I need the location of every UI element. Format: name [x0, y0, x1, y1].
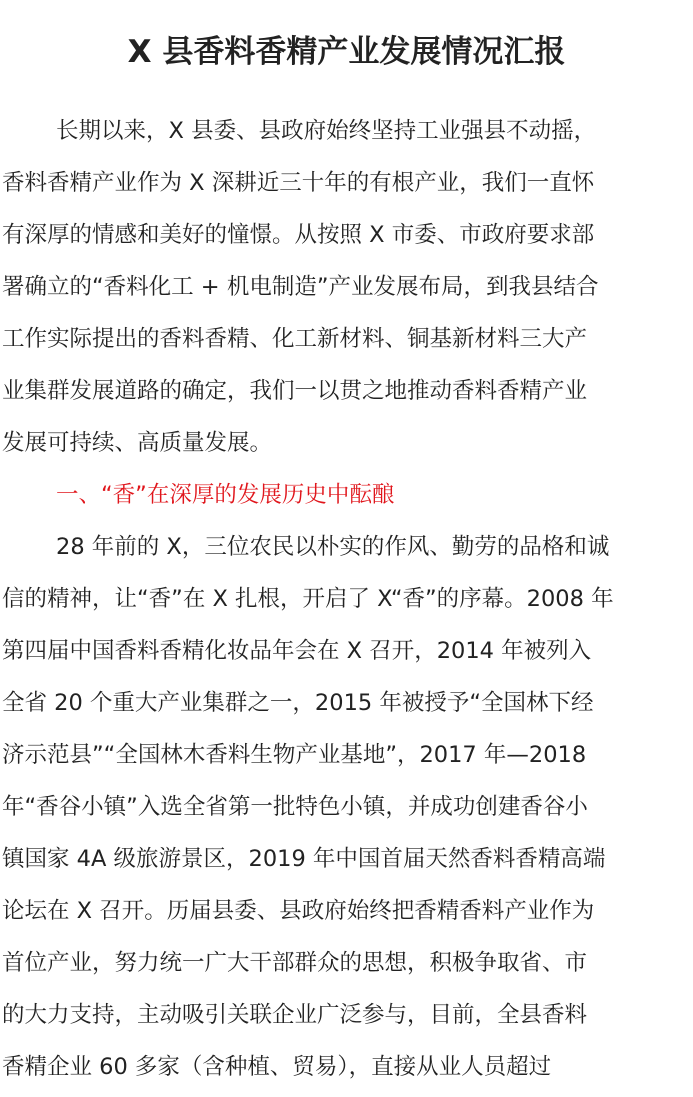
- paragraph2-line: 的大力支持，主动吸引关联企业广泛参与，目前，全县香料: [2, 1002, 588, 1028]
- section-heading: 一、“香”在深厚的发展历史中酝酿: [56, 482, 395, 508]
- paragraph2-line: 镇国家 4A 级旅游景区，2019 年中国首届天然香料香精高端: [2, 846, 606, 872]
- paragraph2-line: 28 年前的 X，三位农民以朴实的作风、勤劳的品格和诚: [56, 534, 610, 560]
- paragraph1-line: 长期以来，X 县委、县政府始终坚持工业强县不动摇，: [56, 118, 597, 144]
- paragraph2-line: 香精企业 60 多家（含种植、贸易），直接从业人员超过: [2, 1054, 552, 1080]
- document-title: X 县香料香精产业发展情况汇报: [127, 34, 566, 70]
- paragraph2-line: 全省 20 个重大产业集群之一，2015 年被授予“全国林下经: [2, 690, 594, 716]
- paragraph1-line: 工作实际提出的香料香精、化工新材料、铜基新材料三大产: [2, 326, 588, 352]
- paragraph1-line: 有深厚的情感和美好的憧憬。从按照 X 市委、市政府要求部: [2, 222, 595, 248]
- paragraph2-line: 第四届中国香料香精化妆品年会在 X 召开，2014 年被列入: [2, 638, 592, 664]
- paragraph2-line: 首位产业，努力统一广大干部群众的思想，积极争取省、市: [2, 950, 588, 976]
- paragraph1-line: 署确立的“香料化工 + 机电制造”产业发展布局，到我县结合: [2, 274, 599, 300]
- paragraph2-line: 论坛在 X 召开。历届县委、县政府始终把香精香料产业作为: [2, 898, 595, 924]
- paragraph1-line: 香料香精产业作为 X 深耕近三十年的有根产业，我们一直怀: [2, 170, 595, 196]
- paragraph1-line: 业集群发展道路的确定，我们一以贯之地推动香料香精产业: [2, 378, 588, 404]
- paragraph1-line: 发展可持续、高质量发展。: [2, 430, 273, 456]
- paragraph2-line: 信的精神，让“香”在 X 扎根，开启了 X“香”的序幕。2008 年: [2, 586, 614, 612]
- paragraph2-line: 济示范县”“全国林木香料生物产业基地”，2017 年—2018: [2, 742, 587, 768]
- paragraph2-line: 年“香谷小镇”入选全省第一批特色小镇，并成功创建香谷小: [2, 794, 588, 820]
